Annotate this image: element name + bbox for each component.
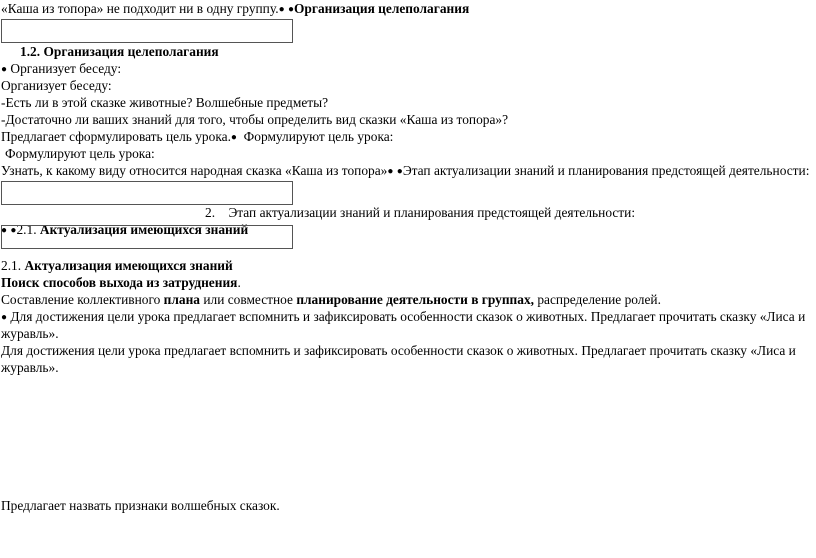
bullet-icon: ● xyxy=(230,132,237,143)
question-1: -Есть ли в этой сказке животные? Волшебные предметы? xyxy=(1,95,329,110)
paragraph-2-line-1: Для достижения цели урока предлагает вспомнить и зафиксировать особенности сказок о животных. Предлагает прочитать сказку «Лиса и xyxy=(1,343,796,358)
bullet-icon: ● xyxy=(1,225,8,236)
plan-line: Составление коллективного плана или совместное планирование деятельности в группах, распределение ролей. xyxy=(1,292,661,307)
bullet-icon: ● xyxy=(1,312,8,323)
last-line: Предлагает назвать признаки волшебных сказок. xyxy=(1,498,280,513)
bullet-icon: ● xyxy=(1,64,8,75)
line-goal: Предлагает сформулировать цель урока.● Формулируют цель урока: xyxy=(1,129,394,144)
line-find-out: Узнать, к какому виду относится народная сказка «Каша из топора»● ●Этап актуализации знаний и планирования предстоящей деятельности: xyxy=(1,163,810,178)
bullet-icon: ● xyxy=(287,4,295,15)
paragraph-1-line-1: ● Для достижения цели урока предлагает вспомнить и зафиксировать особенности сказок о животных. Предлагает прочитать сказку «Лиса и xyxy=(1,309,806,324)
empty-box xyxy=(1,19,293,43)
empty-box xyxy=(1,181,293,205)
paragraph-2-line-2: журавль». xyxy=(1,360,59,375)
empty-box xyxy=(1,225,293,249)
stage-2-heading: 2. Этап актуализации знаний и планирования предстоящей деятельности: xyxy=(205,205,636,220)
paragraph-1-line-2: журавль». xyxy=(1,326,59,341)
search-ways: Поиск способов выхода из затруднения. xyxy=(1,275,241,290)
sub-2-1-second: 2.1. Актуализация имеющихся знаний xyxy=(1,258,233,273)
bullet-icon: ● xyxy=(396,166,403,177)
bullet-icon: ● xyxy=(387,166,394,177)
line-goal-2: Формулируют цель урока: xyxy=(5,146,155,161)
line-1: «Каша из топора» не подходит ни в одну группу.● ●Организация целеполагания xyxy=(1,1,470,16)
bullet-icon: ● xyxy=(10,225,17,236)
heading-1-2: 1.2. Организация целеполагания xyxy=(20,44,219,59)
bullet-icon: ● xyxy=(278,4,285,15)
question-2: -Достаточно ли ваших знаний для того, чтобы определить вид сказки «Каша из топора»? xyxy=(1,112,509,127)
line-organizes-2: Организует беседу: xyxy=(1,78,112,93)
sub-2-1-first: ● ●2.1. Актуализация имеющихся знаний xyxy=(1,222,249,237)
line-organizes-1: ● Организует беседу: xyxy=(1,61,122,76)
